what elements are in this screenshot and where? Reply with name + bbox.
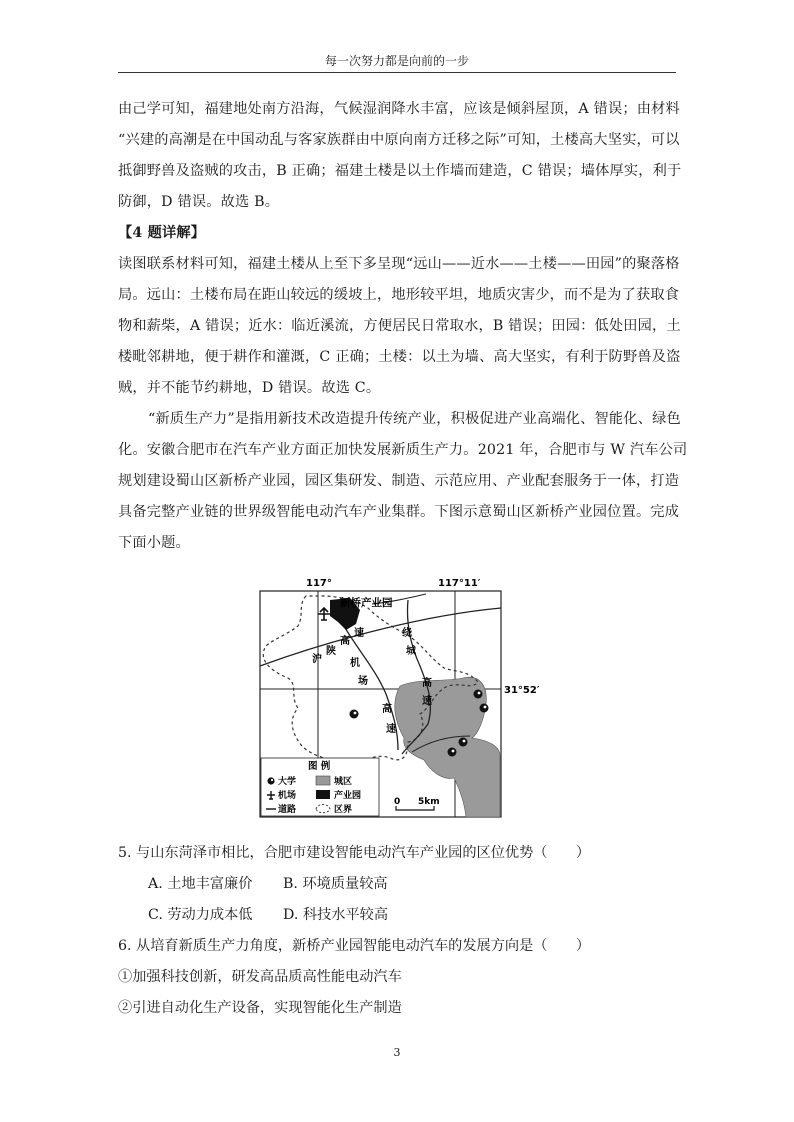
scale-bar (394, 797, 440, 810)
legend-university-label: 大学 (278, 777, 297, 787)
scale-zero-label: 0 (394, 797, 401, 807)
question-5-option-d: D. 科技水平较高 (283, 907, 389, 923)
question-6-option-2: ②引进自动化生产设备，实现智能化生产制造 (118, 1000, 402, 1016)
legend-university-icon (267, 777, 274, 784)
text-line: 物和薪柴，A 错误；近水：临近溪流，方便居民日常取水，B 错误；田园：低处田园，土 (118, 318, 681, 334)
text-line: “兴建的高潮是在中国动乱与客家族群由中原向南方迁移之际”可知，土楼高大坚实，可以 (118, 132, 680, 148)
xinqiao-location-map (258, 574, 540, 824)
longitude-label-117-11: 117°11′ (438, 578, 481, 589)
page-header: 每一次努力都是向前的一步 (324, 54, 469, 68)
text-line: 下面小题。 (118, 535, 190, 551)
road-label-char: 高 (382, 704, 392, 715)
question-5-option-b: B. 环境质量较高 (283, 876, 388, 892)
road-label-char: 绕 (402, 628, 412, 639)
road-label-char: 速 (422, 696, 432, 707)
text-line: 抵御野兽及盗贼的攻击，B 正确；福建土楼是以土作墙而建造，C 错误；墙体厚实，利于 (118, 163, 682, 179)
text-line: 化。安徽合肥市在汽车产业方面正加快发展新质生产力。2021 年，合肥市与 W 汽车公司 (118, 442, 688, 458)
scale-distance-label: 5km (418, 797, 440, 807)
text-line: 贼，并不能节约耕地，D 错误。故选 C。 (118, 380, 381, 396)
text-line: 楼毗邻耕地，便于耕作和灌溉，C 正确；土楼：以土为墙、高大坚实，有利于防野兽及盗 (118, 349, 681, 365)
question-6-option-1: ①加强科技创新，研发高品质高性能电动汽车 (118, 969, 402, 985)
university-icon (448, 748, 457, 757)
urban-area (395, 677, 500, 817)
university-icon (480, 704, 489, 713)
question-4-heading: 【4 题详解】 (118, 225, 206, 241)
legend-urban-label: 城区 (334, 777, 353, 787)
road-label-jichang (350, 656, 396, 735)
road-label-char: 高 (422, 678, 432, 689)
page-number: 3 (393, 1046, 401, 1059)
legend-title: 图 例 (308, 761, 331, 772)
road-label-char: 高 (340, 636, 350, 647)
longitude-label-117: 117° (306, 578, 332, 589)
road-label-char: 场 (358, 676, 368, 687)
header-rule (118, 72, 676, 73)
legend-airport-label: 机场 (278, 791, 297, 801)
question-5-option-a: A. 土地丰富廉价 (148, 876, 253, 892)
university-icon (474, 690, 483, 699)
map-svg (258, 574, 540, 824)
legend-park-label: 产业园 (334, 791, 362, 801)
road-label-char: 沪 (312, 654, 322, 665)
university-icon (350, 710, 359, 719)
map-legend (261, 758, 379, 816)
text-line: 读图联系材料可知，福建土楼从上至下多呈现“远山——近水——土楼——田园”的聚落格 (118, 256, 680, 272)
road-label-char: 机 (350, 658, 360, 669)
road-label-char: 陕 (326, 646, 336, 657)
question-5-option-c: C. 劳动力成本低 (148, 907, 253, 923)
text-line: 局。远山：土楼布局在距山较远的缓坡上，地形较平坦，地质灾害少，而不是为了获取食 (118, 287, 680, 303)
legend-boundary-label: 区界 (334, 805, 353, 815)
road-label-char: 城 (406, 646, 416, 657)
question-6-stem: 6. 从培育新质生产力角度，新桥产业园智能电动汽车的发展方向是（ ） (118, 938, 591, 954)
question-5-stem: 5. 与山东菏泽市相比，合肥市建设智能电动汽车产业园的区位优势（ ） (118, 845, 591, 861)
answer-paragraph-3 (118, 94, 688, 559)
road-label-char: 速 (354, 628, 364, 639)
text-line: 具备完整产业链的世界级智能电动汽车产业集群。下图示意蜀山区新桥产业园位置。完成 (118, 504, 680, 520)
legend-urban-swatch (316, 776, 330, 785)
road-label-char: 速 (386, 724, 396, 735)
legend-road-label: 道路 (278, 805, 297, 815)
latitude-label-31-52: 31°52′ (504, 685, 540, 696)
legend-park-swatch (316, 790, 330, 799)
hushan-expressway (260, 608, 501, 666)
industrial-park-label: 新桥产业园 (340, 597, 393, 609)
text-line: “新质生产力”是指用新技术改造提升传统产业，积极促进产业高端化、智能化、绿色 (148, 411, 681, 427)
text-line: 由己学可知，福建地处南方沿海，气候湿润降水丰富，应该是倾斜屋顶，A 错误；由材料 (118, 101, 680, 117)
text-line: 规划建设蜀山区新桥产业园，园区集研发、制造、示范应用、产业配套服务于一体，打造 (118, 473, 680, 489)
airport-icon (318, 608, 330, 620)
university-icon (459, 738, 468, 747)
text-line: 防御，D 错误。故选 B。 (118, 194, 280, 210)
